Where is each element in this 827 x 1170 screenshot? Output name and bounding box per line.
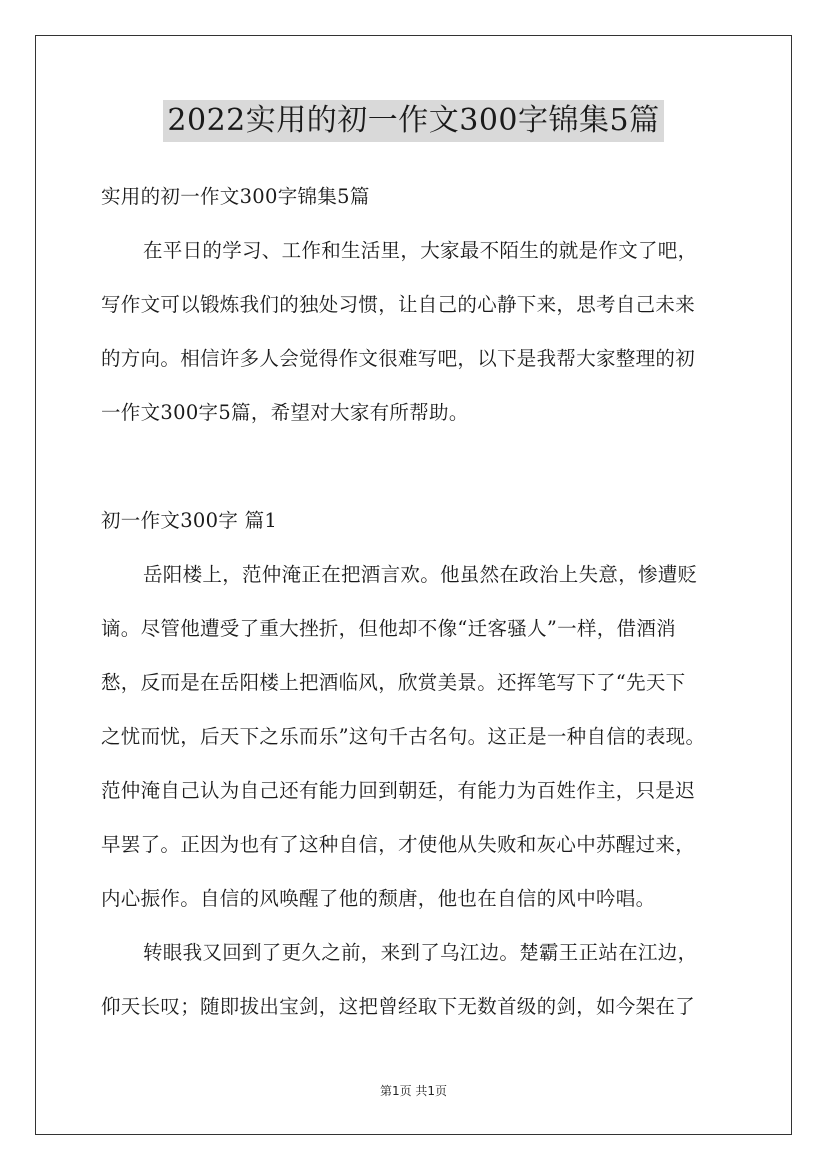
paragraph-line: 范仲淹自己认为自己还有能力回到朝廷，有能力为百姓作主，只是迟 [101, 779, 696, 802]
essay-paragraph-1 [101, 548, 729, 926]
spacer [101, 440, 729, 494]
document-title: 2022实用的初一作文300字锦集5篇 [163, 100, 663, 142]
paragraph-line: 谪。尽管他遭受了重大挫折，但他却不像“迁客骚人”一样，借酒消 [101, 617, 676, 640]
paragraph-line: 愁，反而是在岳阳楼上把酒临风，欣赏美景。还挥笔写下了“先天下 [101, 671, 686, 694]
paragraph-line: 仰天长叹；随即拔出宝剑，这把曾经取下无数首级的剑，如今架在了 [101, 995, 696, 1018]
paragraph-line: 写作文可以锻炼我们的独处习惯，让自己的心静下来，思考自己未来 [101, 293, 696, 316]
title-container [0, 100, 827, 142]
paragraph-line: 转眼我又回到了更久之前，来到了乌江边。楚霸王正站在江边， [143, 941, 698, 964]
paragraph-line: 的方向。相信许多人会觉得作文很难写吧，以下是我帮大家整理的初 [101, 347, 696, 370]
document-body [101, 170, 729, 1034]
paragraph-line: 早罢了。正因为也有了这种自信，才使他从失败和灰心中苏醒过来， [101, 833, 696, 856]
paragraph-line: 岳阳楼上，范仲淹正在把酒言欢。他虽然在政治上失意，惨遭贬 [143, 563, 698, 586]
intro-paragraph [101, 224, 729, 440]
paragraph-line: 内心振作。自信的风唤醒了他的颓唐，他也在自信的风中吟唱。 [101, 887, 656, 910]
essay-paragraph-2 [101, 926, 729, 1034]
page-footer: 第1页 共1页 [379, 1084, 448, 1098]
paragraph-line: 之忧而忧，后天下之乐而乐”这句千古名句。这正是一种自信的表现。 [101, 725, 706, 748]
document-subtitle: 实用的初一作文300字锦集5篇 [101, 185, 370, 208]
section-heading: 初一作文300字 篇1 [101, 509, 278, 532]
paragraph-line: 在平日的学习、工作和生活里，大家最不陌生的就是作文了吧， [143, 239, 698, 262]
paragraph-line: 一作文300字5篇，希望对大家有所帮助。 [101, 401, 469, 424]
